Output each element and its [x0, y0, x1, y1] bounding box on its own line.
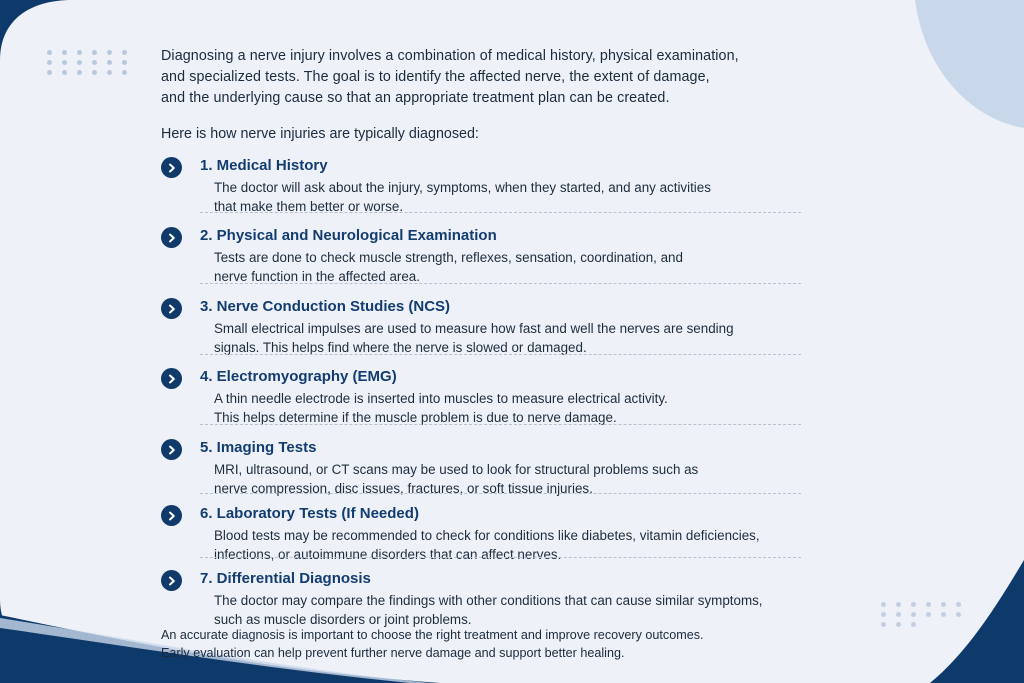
step-description-line: such as muscle disorders or joint problems.	[214, 611, 472, 627]
step-item	[161, 367, 801, 425]
step-item	[161, 569, 801, 627]
step-item	[161, 297, 801, 355]
decorative-dots-top-left	[47, 50, 134, 75]
step-description-line: Blood tests may be recommended to check for conditions like diabetes, vitamin deficiencies,	[214, 528, 760, 543]
step-description	[214, 179, 801, 216]
dashed-divider	[200, 212, 801, 213]
lead-text: Here is how nerve injuries are typically diagnosed:	[161, 126, 479, 142]
step-description-line: nerve function in the affected area.	[214, 268, 420, 284]
step-title: 3. Nerve Conduction Studies (NCS)	[200, 298, 451, 315]
dashed-divider	[200, 493, 801, 494]
step-description-line: Tests are done to check muscle strength, reflexes, sensation, coordination, and	[214, 250, 683, 265]
step-description-line: The doctor may compare the findings with other conditions that can cause similar symptoms,	[214, 593, 763, 608]
main-content	[161, 46, 801, 627]
step-title: 2. Physical and Neurological Examination	[200, 227, 497, 244]
dashed-divider	[200, 557, 801, 558]
step-item	[161, 504, 801, 562]
step-title: 7. Differential Diagnosis	[200, 570, 371, 587]
decorative-dots-bottom-right	[881, 602, 968, 627]
step-title: 1. Medical History	[200, 157, 328, 174]
step-description-line: that make them better or worse.	[214, 198, 404, 214]
step-title: 5. Imaging Tests	[200, 439, 317, 456]
step-title: 6. Laboratory Tests (If Needed)	[200, 505, 419, 522]
step-description-line: A thin needle electrode is inserted into muscles to measure electrical activity.	[214, 391, 668, 406]
dashed-divider	[200, 283, 801, 284]
step-description	[214, 249, 801, 286]
closing-paragraph	[161, 627, 704, 662]
closing-line: An accurate diagnosis is important to choose the right treatment and improve recovery outcomes.	[161, 628, 704, 642]
intro-line: and the underlying cause so that an appropriate treatment plan can be created.	[161, 90, 670, 106]
chevron-right-icon	[161, 570, 182, 591]
chevron-right-icon	[161, 505, 182, 526]
step-item	[161, 156, 801, 213]
intro-paragraph	[161, 46, 801, 109]
dashed-divider	[200, 354, 801, 355]
intro-line: and specialized tests. The goal is to identify the affected nerve, the extent of damage,	[161, 69, 710, 85]
step-item	[161, 226, 801, 284]
step-description-line: infections, or autoimmune disorders that can affect nerves.	[214, 546, 562, 562]
dashed-divider	[200, 424, 801, 425]
step-description-line: Small electrical impulses are used to measure how fast and well the nerves are sending	[214, 321, 734, 336]
closing-line: Early evaluation can help prevent further nerve damage and support better healing.	[161, 645, 625, 660]
step-description-line: The doctor will ask about the injury, symptoms, when they started, and any activities	[214, 180, 711, 195]
step-description-line: signals. This helps find where the nerve is slowed or damaged.	[214, 339, 587, 355]
step-description	[214, 592, 801, 629]
step-title: 4. Electromyography (EMG)	[200, 368, 397, 385]
step-item	[161, 438, 801, 494]
step-description-line: MRI, ultrasound, or CT scans may be used to look for structural problems such as	[214, 462, 699, 477]
intro-line: Diagnosing a nerve injury involves a combination of medical history, physical examination,	[161, 48, 739, 64]
step-description	[214, 320, 801, 357]
step-description	[214, 527, 801, 564]
step-description	[214, 390, 801, 427]
diagnosis-steps-list	[161, 156, 801, 627]
chevron-right-icon	[161, 157, 182, 178]
chevron-right-icon	[161, 368, 182, 389]
step-description-line: nerve compression, disc issues, fractures, or soft tissue injuries.	[214, 480, 593, 496]
chevron-right-icon	[161, 298, 182, 319]
chevron-right-icon	[161, 439, 182, 460]
step-description-line: This helps determine if the muscle problem is due to nerve damage.	[214, 409, 617, 425]
chevron-right-icon	[161, 227, 182, 248]
